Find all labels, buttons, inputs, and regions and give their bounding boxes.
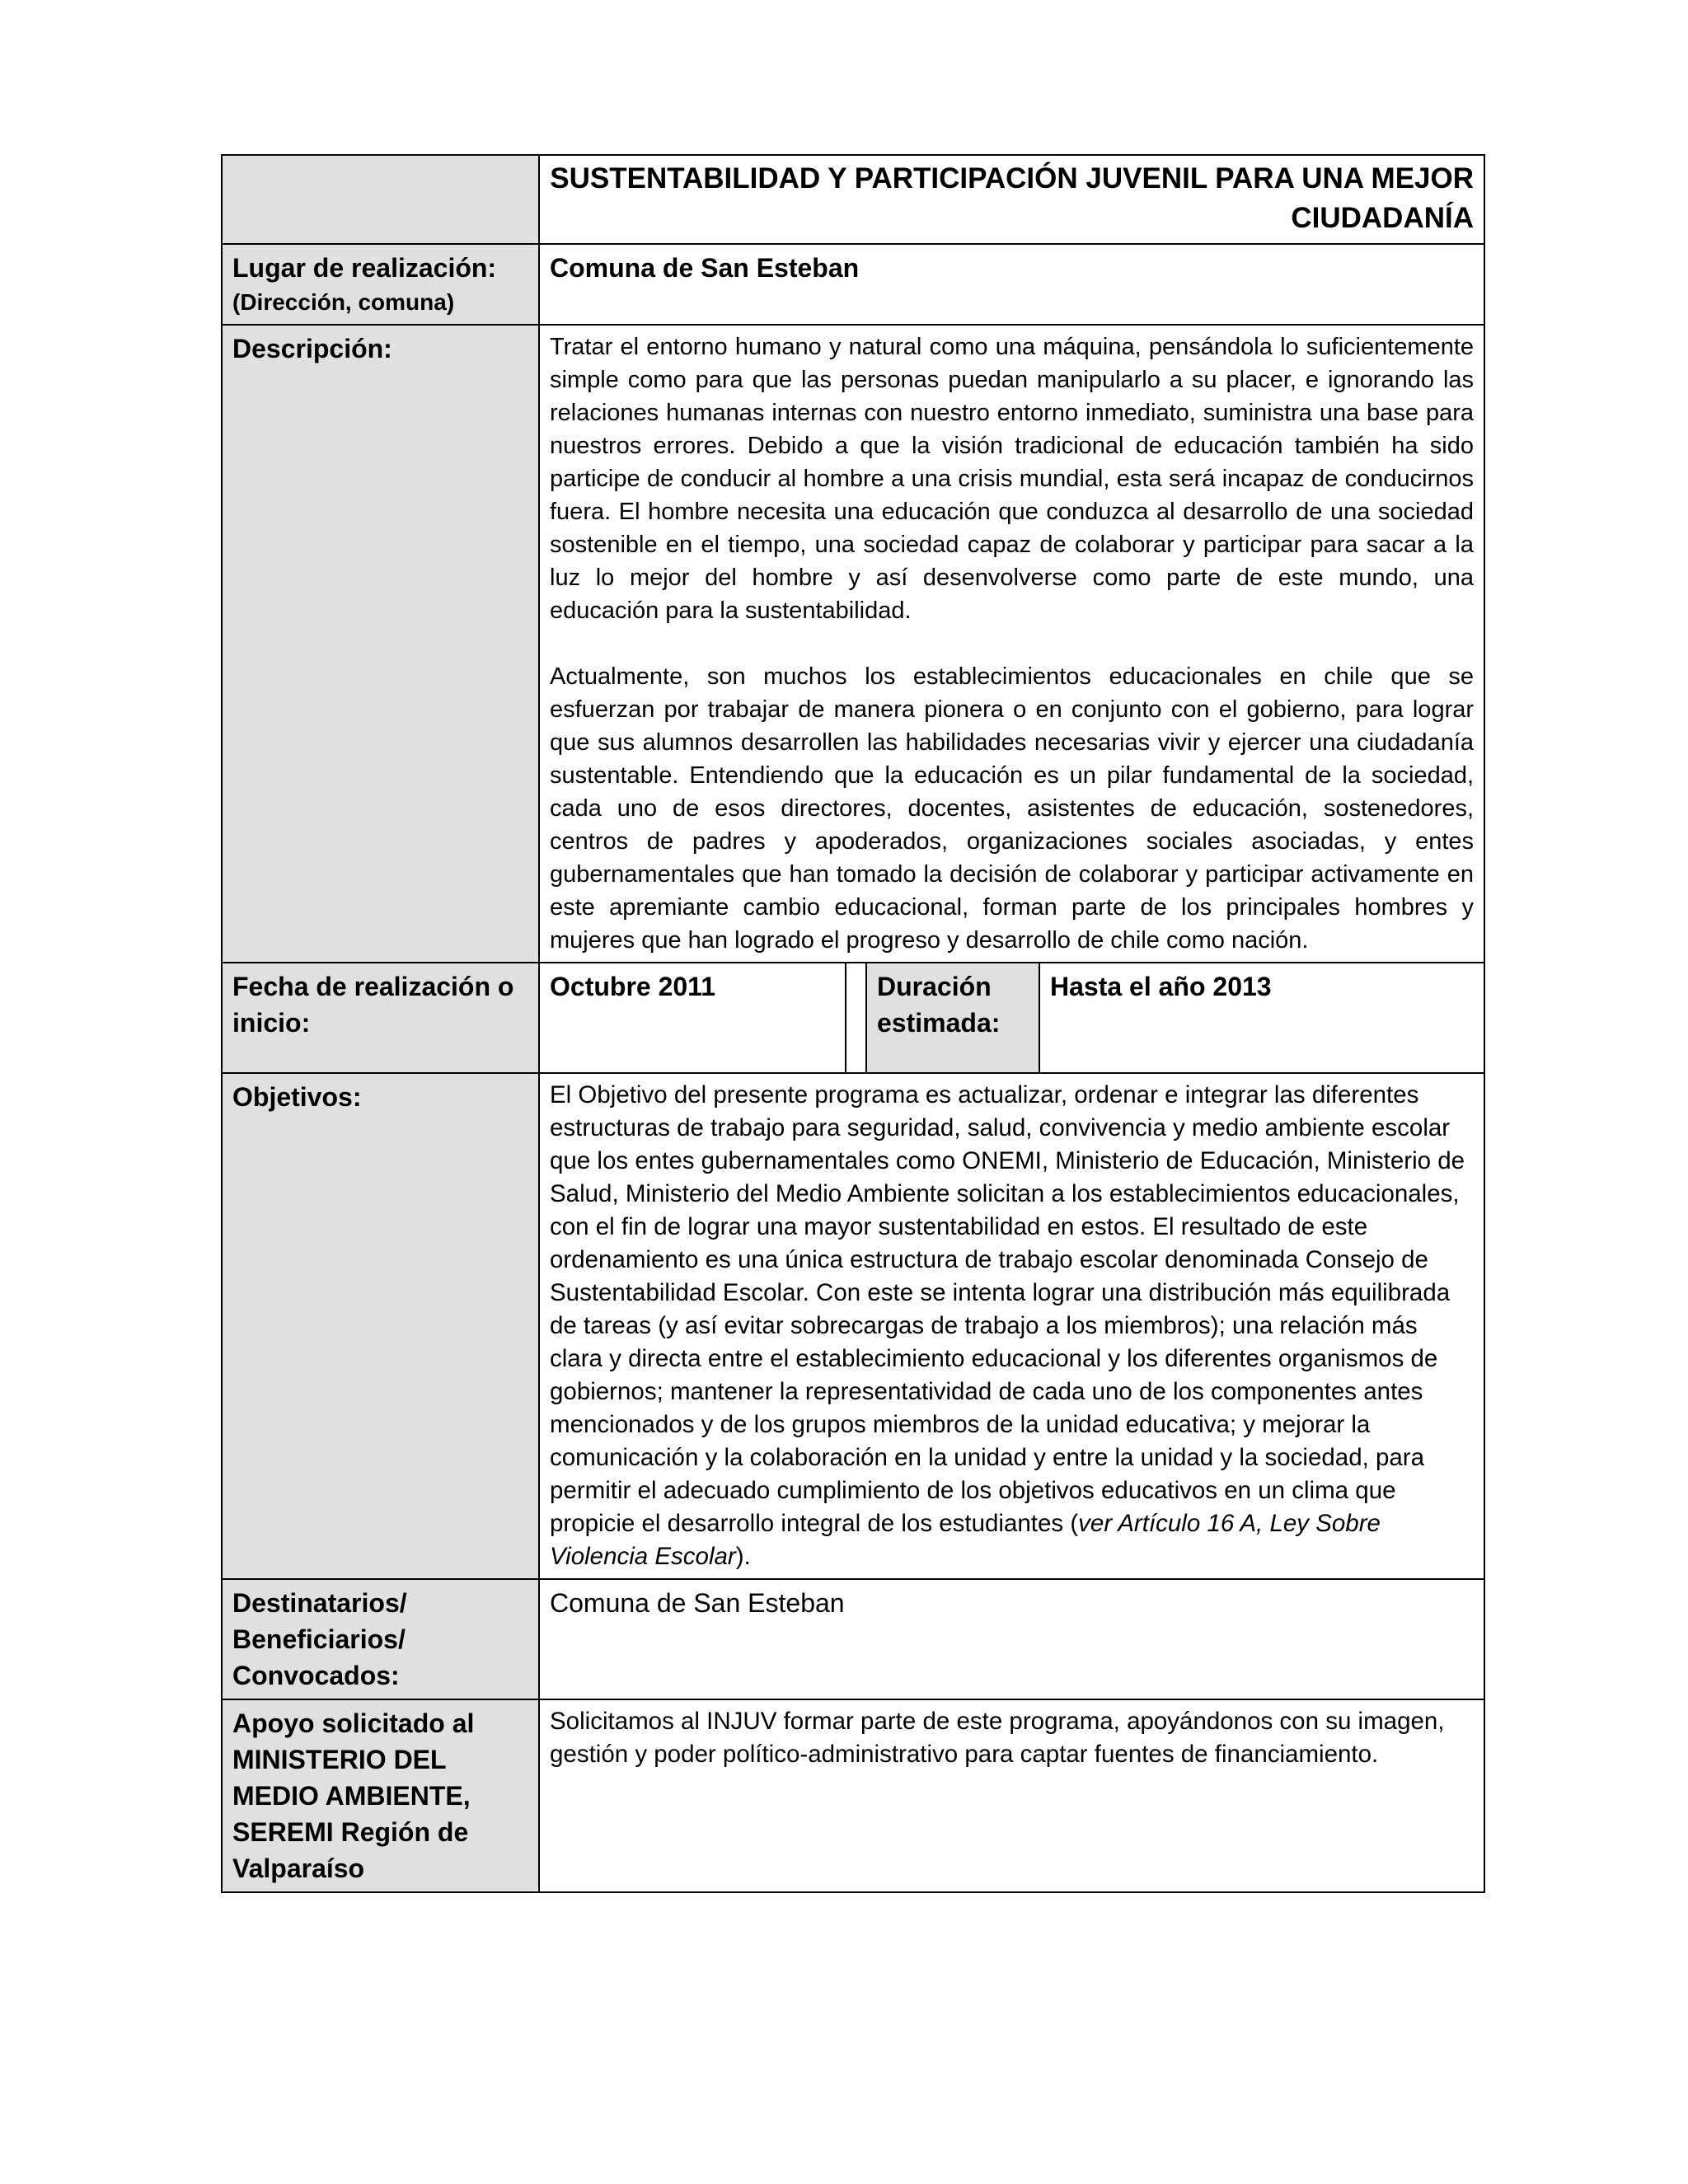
title-label-cell [222,155,539,244]
apoyo-value: Solicitamos al INJUV formar parte de este programa, apoyándonos con su imagen, gestión y poder político-administrativo para captar fuentes de financiamiento. [539,1699,1484,1892]
lugar-sublabel: (Dirección, comuna) [232,289,455,315]
fecha-row [222,963,1484,1073]
descripcion-label: Descripción: [222,325,539,963]
duracion-label: Duración estimada: [866,963,1039,1073]
descripcion-body [539,325,1484,963]
descripcion-paragraph-1: Tratar el entorno humano y natural como una máquina, pensándola lo suficientemente simple como para que las personas puedan manipularlo a su placer, e ignorando las relaciones humanas internas con nuestro entorno inmediato, suministra una base para nuestros errores. Debido a que la visión tradicional de educación también ha sido participe de conducir al hombre a una crisis mundial, esta será incapaz de conducirnos fuera. El hombre necesita una educación que conduzca al desarrollo de una sociedad sostenible en el tiempo, una sociedad capaz de colaborar y participar para sacar a la luz lo mejor del hombre y así desenvolverse como parte de este mundo, una educación para la sustentabilidad. [550,334,1475,624]
destinatarios-value: Comuna de San Esteban [539,1579,1484,1699]
title-row [222,155,1484,244]
destinatarios-row [222,1579,1484,1699]
apoyo-label: Apoyo solicitado al MINISTERIO DEL MEDIO AMBIENTE, SEREMI Región de Valparaíso [222,1699,539,1892]
fecha-label: Fecha de realización o inicio: [222,963,539,1073]
project-table [221,154,1485,1893]
objetivos-body [539,1073,1484,1579]
objetivos-reference: ver Artículo 16 A, Ley Sobre Violencia Escolar [550,1510,1381,1570]
objetivos-row [222,1073,1484,1579]
lugar-value: Comuna de San Esteban [539,244,1484,325]
lugar-label-cell [222,244,539,325]
fecha-spacer [846,963,866,1073]
apoyo-row [222,1699,1484,1892]
descripcion-paragraph-2: Actualmente, son muchos los establecimientos educacionales en chile que se esfuerzan por trabajar de manera pionera o en conjunto con el gobierno, para lograr que sus alumnos desarrollen las habilidades necesarias vivir y ejercer una ciudadanía sustentable. Entendiendo que la educación es un pilar fundamental de la sociedad, cada uno de esos directores, docentes, asistentes de educación, sostenedores, centros de padres y apoderados, organizaciones sociales asociadas, y entes gubernamentales que han tomado la decisión de colaborar y participar activamente en este apremiante cambio educacional, forman parte de los principales hombres y mujeres que han logrado el progreso y desarrollo de chile como nación. [550,663,1475,954]
document-title: SUSTENTABILIDAD Y PARTICIPACIÓN JUVENIL PARA UNA MEJOR CIUDADANÍA [539,155,1484,244]
project-form [221,154,1484,1893]
descripcion-row [222,325,1484,963]
lugar-row [222,244,1484,325]
lugar-label: Lugar de realización: [232,253,497,283]
objetivos-text-end: ). [735,1543,751,1570]
objetivos-text: El Objetivo del presente programa es actualizar, ordenar e integrar las diferentes estructuras de trabajo para seguridad, salud, convivencia y medio ambiente escolar que los entes gubernamentales como ONEMI, Ministerio de Educación, Ministerio de Salud, Ministerio del Medio Ambiente solicitan a los establecimientos educacionales, con el fin de lograr una mayor sustentabilidad en estos. El resultado de este ordenamiento es una única estructura de trabajo escolar denominada Consejo de Sustentabilidad Escolar. Con este se intenta lograr una distribución más equilibrada de tareas (y así evitar sobrecargas de trabajo a los miembros); una relación más clara y directa entre el establecimiento educacional y los diferentes organismos de gobiernos; mantener la representatividad de cada uno de los componentes antes mencionados y de los grupos miembros de la unidad educativa; y mejorar la comunicación y la colaboración en la unidad y entre la unidad y la sociedad, para permitir el adecuado cumplimiento de los objetivos educativos en un clima que propicie el desarrollo integral de los estudiantes ( [550,1081,1465,1537]
fecha-value: Octubre 2011 [539,963,846,1073]
duracion-value: Hasta el año 2013 [1039,963,1484,1073]
objetivos-label: Objetivos: [222,1073,539,1579]
destinatarios-label: Destinatarios/ Beneficiarios/ Convocados: [222,1579,539,1699]
